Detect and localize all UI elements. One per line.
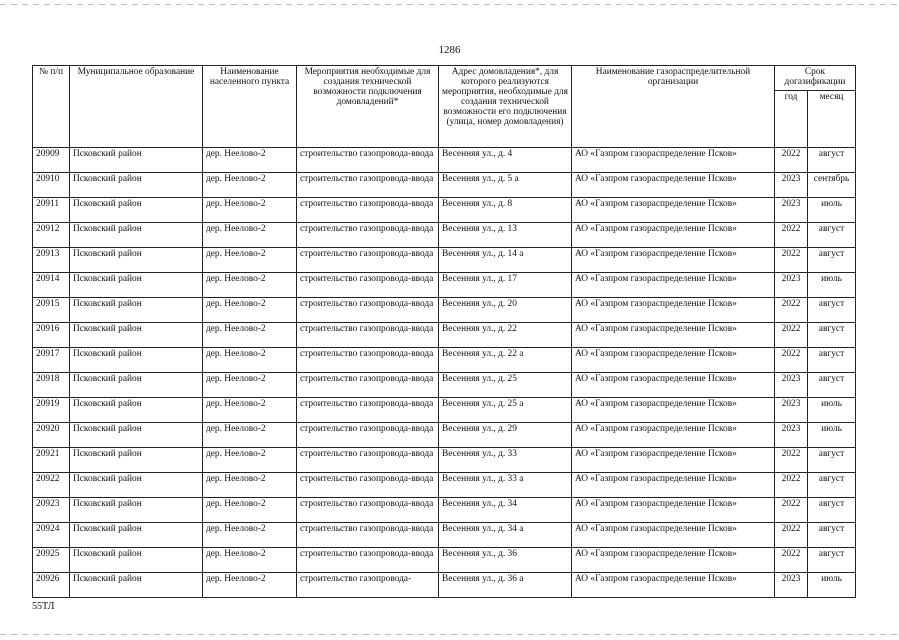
- cell-month: август: [808, 548, 856, 573]
- table-row: [33, 248, 856, 273]
- table-row: [33, 148, 856, 173]
- cell-number: 20916: [33, 323, 70, 348]
- header-deadline: Срок догазификации: [775, 66, 856, 91]
- cell-settlement: дер. Неелово-2: [203, 323, 297, 348]
- cell-number: 20925: [33, 548, 70, 573]
- cell-organization: АО «Газпром газораспределение Псков»: [572, 223, 775, 248]
- cell-address: Весенняя ул., д. 17: [439, 273, 572, 298]
- cell-number: 20910: [33, 173, 70, 198]
- cell-organization: АО «Газпром газораспределение Псков»: [572, 373, 775, 398]
- gasification-table: [32, 65, 856, 598]
- cell-settlement: дер. Неелово-2: [203, 473, 297, 498]
- cell-year: 2022: [775, 498, 808, 523]
- table-row: [33, 498, 856, 523]
- cell-measure: строительство газопровода-ввода: [297, 423, 439, 448]
- cell-organization: АО «Газпром газораспределение Псков»: [572, 523, 775, 548]
- cell-year: 2023: [775, 198, 808, 223]
- cell-year: 2023: [775, 373, 808, 398]
- cell-address: Весенняя ул., д. 25: [439, 373, 572, 398]
- cell-month: июль: [808, 573, 856, 598]
- table-body: [33, 148, 856, 598]
- table-row: [33, 348, 856, 373]
- cell-month: сентябрь: [808, 173, 856, 198]
- cell-measure: строительство газопровода-ввода: [297, 523, 439, 548]
- cell-municipality: Псковский район: [70, 273, 203, 298]
- cell-settlement: дер. Неелово-2: [203, 198, 297, 223]
- cell-number: 20917: [33, 348, 70, 373]
- table-row: [33, 548, 856, 573]
- cell-number: 20914: [33, 273, 70, 298]
- cell-year: 2023: [775, 173, 808, 198]
- cell-measure: строительство газопровода-ввода: [297, 148, 439, 173]
- cell-organization: АО «Газпром газораспределение Псков»: [572, 273, 775, 298]
- cell-settlement: дер. Неелово-2: [203, 398, 297, 423]
- cell-organization: АО «Газпром газораспределение Псков»: [572, 348, 775, 373]
- cell-settlement: дер. Неелово-2: [203, 573, 297, 598]
- cell-month: июль: [808, 198, 856, 223]
- table-row: [33, 523, 856, 548]
- cell-measure: строительство газопровода-ввода: [297, 548, 439, 573]
- cell-municipality: Псковский район: [70, 198, 203, 223]
- cell-municipality: Псковский район: [70, 298, 203, 323]
- cell-measure: строительство газопровода-ввода: [297, 248, 439, 273]
- cell-address: Весенняя ул., д. 36 а: [439, 573, 572, 598]
- cell-organization: АО «Газпром газораспределение Псков»: [572, 573, 775, 598]
- page-number: 1286: [438, 44, 461, 56]
- cell-address: Весенняя ул., д. 29: [439, 423, 572, 448]
- table-row: [33, 448, 856, 473]
- header-organization: Наименование газораспределительной организации: [572, 66, 775, 148]
- table-row: [33, 423, 856, 448]
- cell-year: 2023: [775, 398, 808, 423]
- cell-year: 2023: [775, 573, 808, 598]
- cell-number: 20915: [33, 298, 70, 323]
- cell-address: Весенняя ул., д. 22 а: [439, 348, 572, 373]
- cell-address: Весенняя ул., д. 33 а: [439, 473, 572, 498]
- cell-address: Весенняя ул., д. 8: [439, 198, 572, 223]
- table-row: [33, 373, 856, 398]
- cell-municipality: Псковский район: [70, 248, 203, 273]
- footer-code: 55ТЛ: [32, 601, 55, 612]
- header-measures: Мероприятия необходимые для создания технической возможности подключения домовладений*: [297, 66, 439, 148]
- cell-measure: строительство газопровода-ввода: [297, 473, 439, 498]
- cell-year: 2022: [775, 223, 808, 248]
- cell-settlement: дер. Неелово-2: [203, 148, 297, 173]
- cell-organization: АО «Газпром газораспределение Псков»: [572, 173, 775, 198]
- cell-month: август: [808, 473, 856, 498]
- cell-organization: АО «Газпром газораспределение Псков»: [572, 198, 775, 223]
- cell-settlement: дер. Неелово-2: [203, 298, 297, 323]
- table-row: [33, 173, 856, 198]
- cell-month: август: [808, 448, 856, 473]
- table-row: [33, 298, 856, 323]
- cell-municipality: Псковский район: [70, 323, 203, 348]
- cell-organization: АО «Газпром газораспределение Псков»: [572, 298, 775, 323]
- cell-address: Весенняя ул., д. 36: [439, 548, 572, 573]
- header-municipality: Муниципальное образование: [70, 66, 203, 148]
- cell-month: август: [808, 498, 856, 523]
- cell-municipality: Псковский район: [70, 173, 203, 198]
- cell-year: 2022: [775, 348, 808, 373]
- cell-organization: АО «Газпром газораспределение Псков»: [572, 248, 775, 273]
- cell-address: Весенняя ул., д. 14 а: [439, 248, 572, 273]
- cell-organization: АО «Газпром газораспределение Псков»: [572, 148, 775, 173]
- cell-number: 20912: [33, 223, 70, 248]
- header-month: месяц: [808, 91, 856, 148]
- cell-organization: АО «Газпром газораспределение Псков»: [572, 498, 775, 523]
- table-row: [33, 198, 856, 223]
- cell-measure: строительство газопровода-ввода: [297, 273, 439, 298]
- cell-organization: АО «Газпром газораспределение Псков»: [572, 398, 775, 423]
- cell-municipality: Псковский район: [70, 548, 203, 573]
- table-row: [33, 273, 856, 298]
- cell-month: июль: [808, 423, 856, 448]
- cell-municipality: Псковский район: [70, 398, 203, 423]
- cell-number: 20919: [33, 398, 70, 423]
- cell-municipality: Псковский район: [70, 373, 203, 398]
- cell-number: 20926: [33, 573, 70, 598]
- cell-year: 2022: [775, 248, 808, 273]
- cell-municipality: Псковский район: [70, 448, 203, 473]
- cell-measure: строительство газопровода-ввода: [297, 348, 439, 373]
- header-address: Адрес домовладения*, для которого реализуются мероприятия, необходимые для создания технической возможности его подключения (улица, номер домовладения): [439, 66, 572, 148]
- cell-year: 2022: [775, 548, 808, 573]
- header-settlement: Наименование населенного пункта: [203, 66, 297, 148]
- cell-settlement: дер. Неелово-2: [203, 273, 297, 298]
- cell-month: август: [808, 223, 856, 248]
- table-row: [33, 398, 856, 423]
- cell-month: август: [808, 348, 856, 373]
- cell-measure: строительство газопровода-ввода: [297, 398, 439, 423]
- cell-measure: строительство газопровода-ввода: [297, 223, 439, 248]
- table-row: [33, 323, 856, 348]
- cell-settlement: дер. Неелово-2: [203, 498, 297, 523]
- cell-municipality: Псковский район: [70, 473, 203, 498]
- cell-address: Весенняя ул., д. 13: [439, 223, 572, 248]
- cell-address: Весенняя ул., д. 25 а: [439, 398, 572, 423]
- cell-measure: строительство газопровода-: [297, 573, 439, 598]
- cell-measure: строительство газопровода-ввода: [297, 373, 439, 398]
- cell-address: Весенняя ул., д. 34 а: [439, 523, 572, 548]
- cell-year: 2022: [775, 298, 808, 323]
- cell-settlement: дер. Неелово-2: [203, 223, 297, 248]
- cell-municipality: Псковский район: [70, 573, 203, 598]
- cell-address: Весенняя ул., д. 4: [439, 148, 572, 173]
- scan-edge-bottom: [0, 634, 899, 635]
- cell-settlement: дер. Неелово-2: [203, 173, 297, 198]
- cell-year: 2023: [775, 423, 808, 448]
- cell-address: Весенняя ул., д. 20: [439, 298, 572, 323]
- cell-measure: строительство газопровода-ввода: [297, 198, 439, 223]
- cell-measure: строительство газопровода-ввода: [297, 173, 439, 198]
- cell-address: Весенняя ул., д. 33: [439, 448, 572, 473]
- cell-year: 2022: [775, 148, 808, 173]
- cell-number: 20923: [33, 498, 70, 523]
- cell-municipality: Псковский район: [70, 423, 203, 448]
- cell-settlement: дер. Неелово-2: [203, 373, 297, 398]
- cell-number: 20921: [33, 448, 70, 473]
- cell-municipality: Псковский район: [70, 223, 203, 248]
- cell-number: 20911: [33, 198, 70, 223]
- cell-organization: АО «Газпром газораспределение Псков»: [572, 323, 775, 348]
- cell-month: август: [808, 523, 856, 548]
- cell-municipality: Псковский район: [70, 348, 203, 373]
- table-row: [33, 223, 856, 248]
- cell-measure: строительство газопровода-ввода: [297, 323, 439, 348]
- cell-year: 2022: [775, 323, 808, 348]
- cell-measure: строительство газопровода-ввода: [297, 498, 439, 523]
- cell-measure: строительство газопровода-ввода: [297, 298, 439, 323]
- cell-year: 2022: [775, 448, 808, 473]
- cell-measure: строительство газопровода-ввода: [297, 448, 439, 473]
- cell-address: Весенняя ул., д. 22: [439, 323, 572, 348]
- cell-year: 2022: [775, 523, 808, 548]
- cell-organization: АО «Газпром газораспределение Псков»: [572, 423, 775, 448]
- cell-number: 20918: [33, 373, 70, 398]
- cell-month: август: [808, 323, 856, 348]
- cell-organization: АО «Газпром газораспределение Псков»: [572, 473, 775, 498]
- cell-settlement: дер. Неелово-2: [203, 423, 297, 448]
- cell-year: 2022: [775, 473, 808, 498]
- cell-number: 20920: [33, 423, 70, 448]
- cell-month: август: [808, 148, 856, 173]
- scan-edge-top: [0, 4, 899, 5]
- table-row: [33, 573, 856, 598]
- cell-number: 20909: [33, 148, 70, 173]
- cell-number: 20913: [33, 248, 70, 273]
- cell-settlement: дер. Неелово-2: [203, 348, 297, 373]
- cell-month: август: [808, 248, 856, 273]
- cell-settlement: дер. Неелово-2: [203, 448, 297, 473]
- cell-municipality: Псковский район: [70, 523, 203, 548]
- cell-month: июль: [808, 398, 856, 423]
- cell-organization: АО «Газпром газораспределение Псков»: [572, 548, 775, 573]
- cell-number: 20924: [33, 523, 70, 548]
- cell-settlement: дер. Неелово-2: [203, 523, 297, 548]
- cell-month: июль: [808, 273, 856, 298]
- cell-address: Весенняя ул., д. 5 а: [439, 173, 572, 198]
- cell-address: Весенняя ул., д. 34: [439, 498, 572, 523]
- header-year: год: [775, 91, 808, 148]
- cell-year: 2023: [775, 273, 808, 298]
- table-row: [33, 473, 856, 498]
- cell-municipality: Псковский район: [70, 498, 203, 523]
- cell-month: август: [808, 373, 856, 398]
- cell-number: 20922: [33, 473, 70, 498]
- header-number: № п/п: [33, 66, 70, 148]
- cell-municipality: Псковский район: [70, 148, 203, 173]
- cell-settlement: дер. Неелово-2: [203, 248, 297, 273]
- cell-month: август: [808, 298, 856, 323]
- cell-settlement: дер. Неелово-2: [203, 548, 297, 573]
- cell-organization: АО «Газпром газораспределение Псков»: [572, 448, 775, 473]
